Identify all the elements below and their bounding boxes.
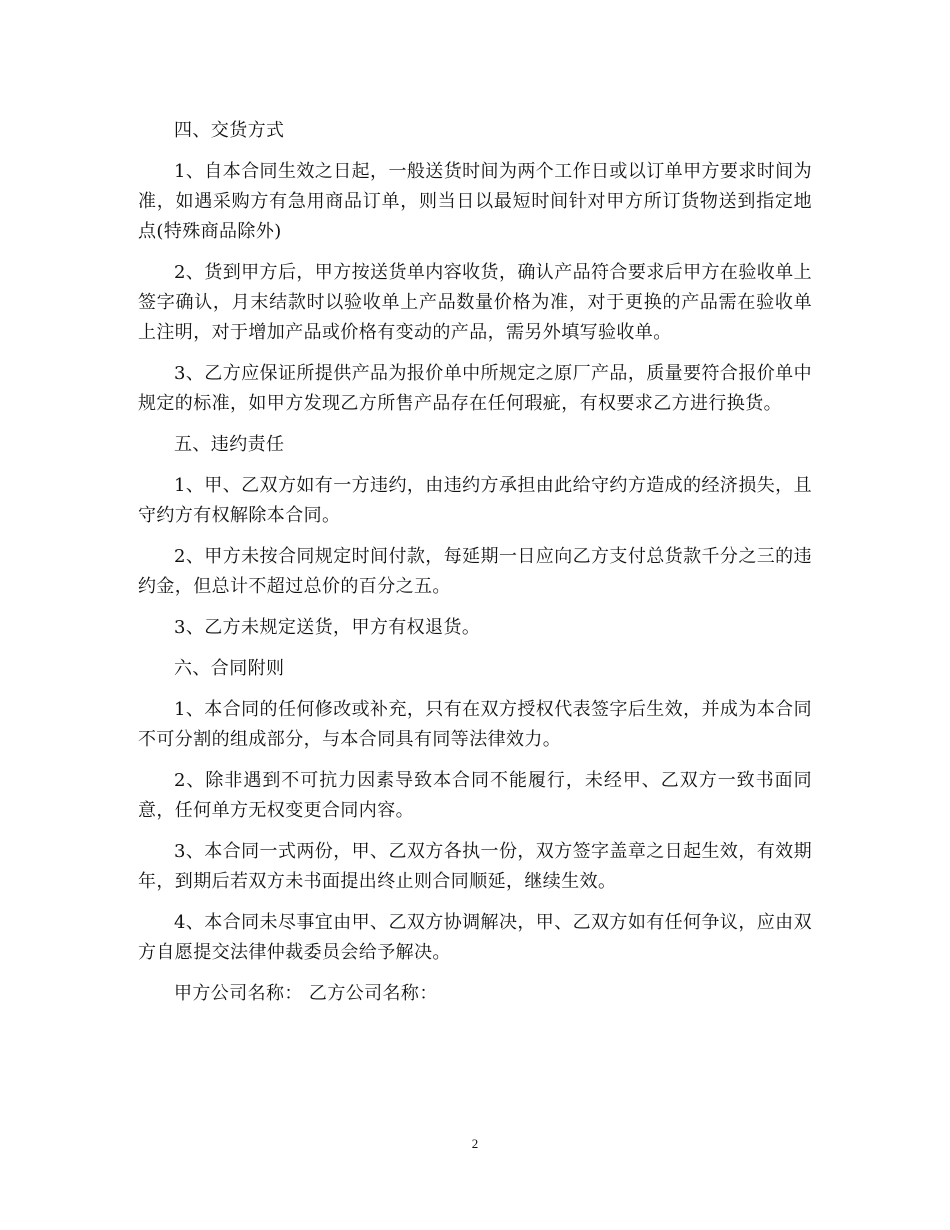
signature-company-names: 甲方公司名称： 乙方公司名称： bbox=[174, 983, 438, 1004]
clause-supplementary-4: 4、本合同未尽事宜由甲、乙双方协调解决，甲、乙双方如有任何争议，应由双方自愿提交法律仲裁委员会给予解决。 bbox=[138, 912, 812, 963]
clause-delivery-1: 1、自本合同生效之日起，一般送货时间为两个工作日或以订单甲方要求时间为准，如遇采购方有急用商品订单，则当日以最短时间针对甲方所订货物送到指定地点(特殊商品除外) bbox=[138, 161, 812, 242]
section-heading-liability: 五、违约责任 bbox=[174, 434, 285, 455]
clause-supplementary-2: 2、除非遇到不可抗力因素导致本合同不能履行，未经甲、乙双方一致书面同意，任何单方无权变更合同内容。 bbox=[138, 770, 812, 821]
clause-liability-1: 1、甲、乙双方如有一方违约，由违约方承担由此给守约方造成的经济损失，且守约方有权解除本合同。 bbox=[138, 475, 812, 526]
section-heading-supplementary: 六、合同附则 bbox=[174, 658, 285, 679]
clause-liability-3: 3、乙方未规定送货，甲方有权退货。 bbox=[174, 617, 481, 638]
clause-supplementary-1: 1、本合同的任何修改或补充，只有在双方授权代表签字后生效，并成为本合同不可分割的组成部分，与本合同具有同等法律效力。 bbox=[138, 699, 812, 750]
clause-delivery-3: 3、乙方应保证所提供产品为报价单中所规定之原厂产品，质量要符合报价单中规定的标准，如甲方发现乙方所售产品存在任何瑕疵，有权要求乙方进行换货。 bbox=[138, 363, 812, 414]
clause-delivery-2: 2、货到甲方后，甲方按送货单内容收货，确认产品符合要求后甲方在验收单上签字确认，月末结款时以验收单上产品数量价格为准，对于更换的产品需在验收单上注明，对于增加产品或价格有变动的产品，需另外填写验收单。 bbox=[138, 262, 812, 343]
page-body bbox=[138, 116, 812, 1009]
clause-liability-2: 2、甲方未按合同规定时间付款，每延期一日应向乙方支付总货款千分之三的违约金，但总计不超过总价的百分之五。 bbox=[138, 546, 812, 597]
clause-supplementary-3: 3、本合同一式两份，甲、乙双方各执一份，双方签字盖章之日起生效，有效期 年，到期后若双方未书面提出终止则合同顺延，继续生效。 bbox=[138, 841, 812, 892]
page-number: 2 bbox=[471, 1136, 479, 1151]
section-heading-delivery: 四、交货方式 bbox=[174, 120, 285, 141]
